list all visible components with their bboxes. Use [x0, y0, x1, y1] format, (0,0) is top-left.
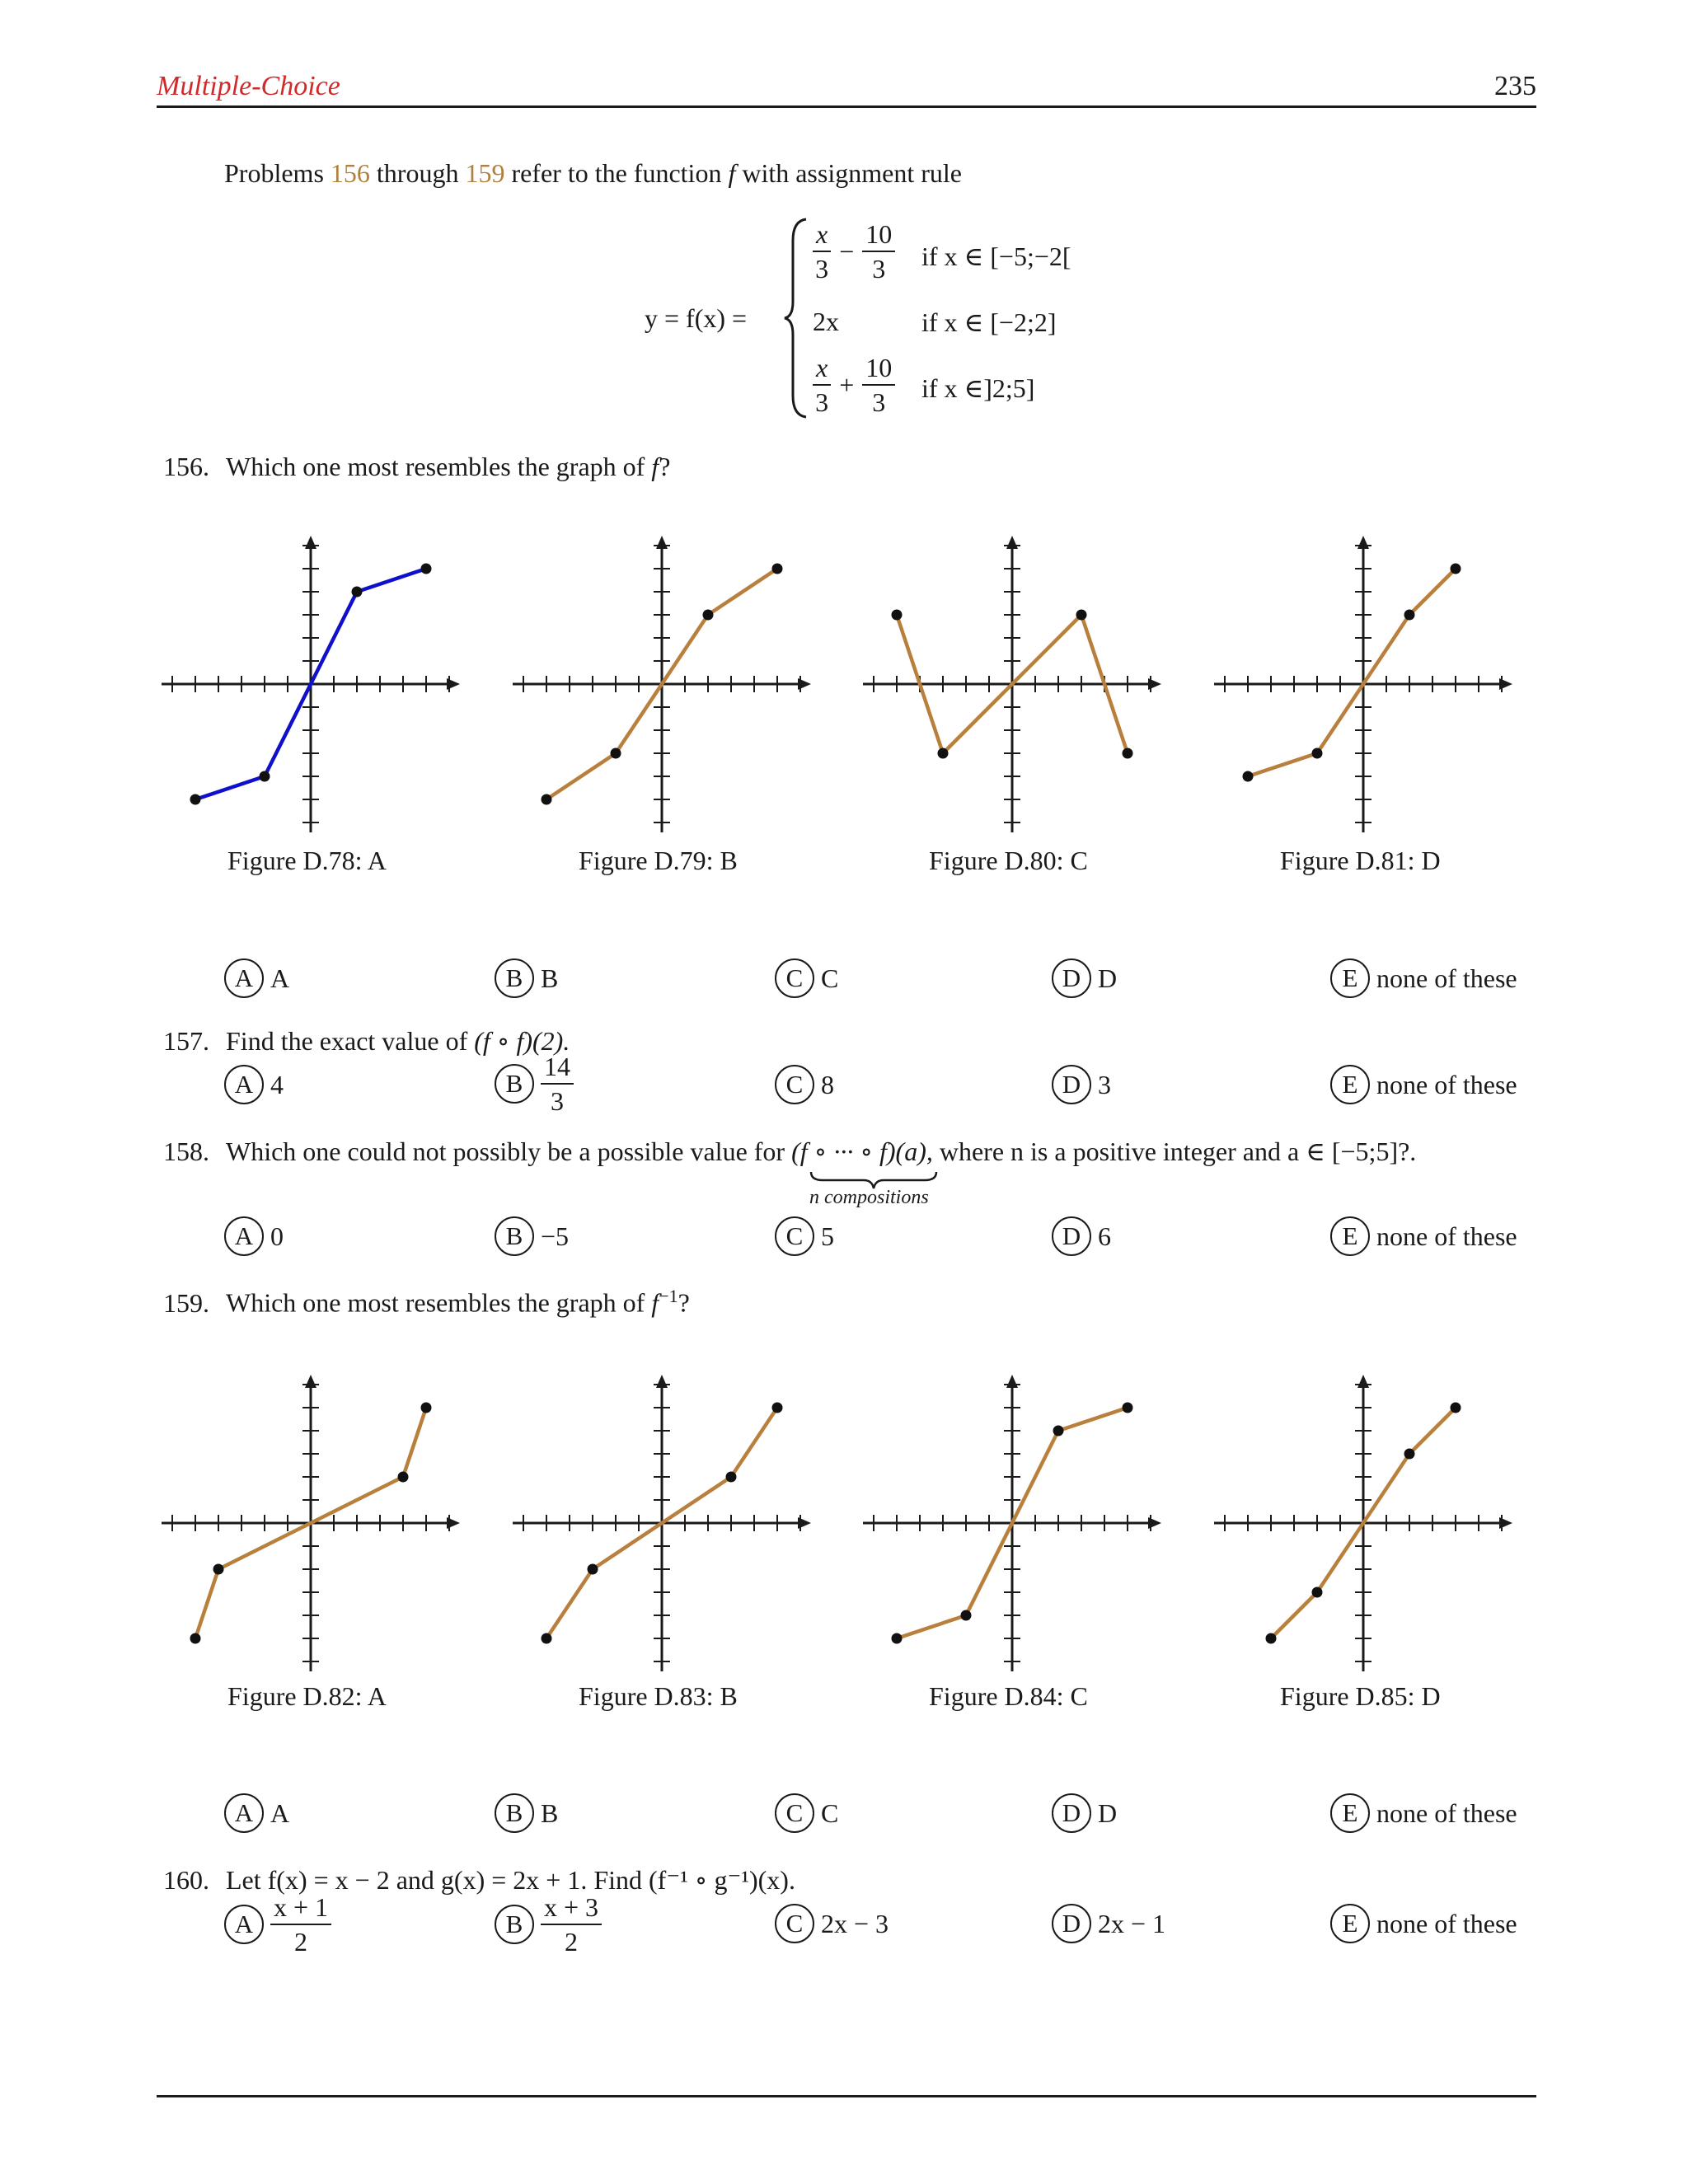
graph-point: [1123, 748, 1133, 759]
graph-point: [961, 1610, 972, 1621]
composition-expression: (f ∘ ··· ∘ f)(a),: [791, 1137, 933, 1166]
graph-point: [772, 564, 783, 574]
y-axis-arrow: [1006, 1375, 1018, 1388]
piece-2-expr: 2x: [813, 307, 839, 336]
graph-point: [1312, 1587, 1323, 1598]
graph-point: [352, 587, 363, 598]
q156-choice-b[interactable]: B B: [495, 958, 558, 998]
q159-choice-c[interactable]: C C: [775, 1793, 838, 1833]
q157-choice-d[interactable]: D 3: [1052, 1065, 1111, 1104]
ref-problem-156[interactable]: 156: [330, 158, 370, 188]
graph-point: [1451, 1403, 1461, 1413]
q157-choice-c[interactable]: C 8: [775, 1065, 834, 1104]
q159-choice-b[interactable]: B B: [495, 1793, 558, 1833]
caption-figure-d81: Figure D.81: D: [1280, 846, 1441, 875]
piece-3-condition: if x ∈]2;5]: [921, 373, 1035, 403]
graph-point: [1451, 564, 1461, 574]
header-rule: [157, 105, 1536, 108]
graph-figure-d82: [162, 1375, 460, 1671]
y-axis-arrow: [305, 536, 316, 549]
graph-point: [1404, 610, 1415, 621]
graph-point: [726, 1472, 737, 1483]
caption-figure-d78: Figure D.78: A: [227, 846, 387, 875]
graph-point: [542, 794, 552, 805]
graph-figure-d79: [513, 536, 811, 832]
graph-point: [703, 610, 714, 621]
piece-1-condition: if x ∈ [−5;−2[: [921, 241, 1071, 271]
q159-prompt: 159. Which one most resembles the graph of $f^{-1}$?: [163, 1286, 690, 1318]
intro-text: Problems 156 through 159 refer to the function f with assignment rule: [224, 158, 962, 188]
graph-point: [1266, 1633, 1277, 1644]
underbrace-label: n compositions: [809, 1187, 929, 1208]
graph-point: [421, 564, 432, 574]
piece-1-expr: $\frac{x}{3}$ − $\frac{10}{3}$: [813, 221, 895, 282]
piecewise-lhs: y = f(x) =: [645, 303, 748, 333]
graph-figure-d80: [863, 536, 1161, 832]
y-axis-arrow: [1357, 1375, 1369, 1388]
graph-point: [588, 1564, 598, 1575]
q160-choice-d[interactable]: D 2x − 1: [1052, 1904, 1165, 1943]
graph-point: [1312, 748, 1323, 759]
graph-curve: [1248, 569, 1456, 776]
q160-choice-b[interactable]: B $\frac{x + 3}{2}$: [495, 1894, 602, 1955]
graph-point: [542, 1633, 552, 1644]
graph-point: [260, 771, 270, 782]
q157-prompt: 157. Find the exact value of (f ∘ f)(2).: [163, 1026, 570, 1056]
q158-choice-c[interactable]: C 5: [775, 1216, 834, 1256]
y-axis-arrow: [656, 536, 668, 549]
q160-prompt: 160. Let f(x) = x − 2 and g(x) = 2x + 1. Find (f⁻¹ ∘ g⁻¹)(x).: [163, 1865, 795, 1895]
graph-point: [1243, 771, 1254, 782]
caption-figure-d79: Figure D.79: B: [579, 846, 738, 875]
y-axis-arrow: [656, 1375, 668, 1388]
piece-2-condition: if x ∈ [−2;2]: [921, 307, 1057, 337]
q157-choice-b[interactable]: B $\frac{14}{3}$: [495, 1053, 574, 1114]
q156-choice-a[interactable]: A A: [224, 958, 289, 998]
footer-rule: [157, 2095, 1536, 2097]
q156-choice-e[interactable]: E none of these: [1330, 958, 1517, 998]
graph-point: [892, 610, 903, 621]
graph-point: [1123, 1403, 1133, 1413]
section-title: Multiple-Choice: [157, 71, 340, 101]
graph-figure-d81: [1214, 536, 1512, 832]
q159-choice-e[interactable]: E none of these: [1330, 1793, 1517, 1833]
caption-figure-d85: Figure D.85: D: [1280, 1681, 1441, 1711]
graph-figure-d85: [1214, 1375, 1512, 1671]
q156-prompt: 156. Which one most resembles the graph of f?: [163, 452, 671, 481]
caption-figure-d83: Figure D.83: B: [579, 1681, 738, 1711]
q160-choice-c[interactable]: C 2x − 3: [775, 1904, 889, 1943]
y-axis-arrow: [305, 1375, 316, 1388]
y-axis-arrow: [1357, 536, 1369, 549]
q158-choice-e[interactable]: E none of these: [1330, 1216, 1517, 1256]
graph-point: [213, 1564, 224, 1575]
ref-problem-159[interactable]: 159: [465, 158, 505, 188]
caption-figure-d82: Figure D.82: A: [227, 1681, 387, 1711]
q159-choice-d[interactable]: D D: [1052, 1793, 1117, 1833]
graph-figure-d78: [162, 536, 460, 832]
q158-choice-a[interactable]: A 0: [224, 1216, 284, 1256]
q156-choice-c[interactable]: C C: [775, 958, 838, 998]
graph-point: [1404, 1449, 1415, 1460]
page-number: 235: [1494, 71, 1536, 101]
q157-choice-e[interactable]: E none of these: [1330, 1065, 1517, 1104]
piece-3-expr: $\frac{x}{3}$ + $\frac{10}{3}$: [813, 354, 895, 415]
piecewise-brace: [781, 216, 811, 420]
q158-choice-d[interactable]: D 6: [1052, 1216, 1111, 1256]
q158-prompt: 158. Which one could not possibly be a possible value for (f ∘ ··· ∘ f)(a), where n is a positive integer and a ∈ [−5;5]?.: [163, 1137, 1417, 1166]
graph-point: [1053, 1426, 1064, 1436]
q160-choice-e[interactable]: E none of these: [1330, 1904, 1517, 1943]
graph-figure-d83: [513, 1375, 811, 1671]
graph-point: [772, 1403, 783, 1413]
graph-point: [938, 748, 949, 759]
graph-point: [892, 1633, 903, 1644]
y-axis-arrow: [1006, 536, 1018, 549]
graph-point: [421, 1403, 432, 1413]
q157-choice-a[interactable]: A 4: [224, 1065, 284, 1104]
caption-figure-d84: Figure D.84: C: [929, 1681, 1088, 1711]
q159-choice-a[interactable]: A A: [224, 1793, 289, 1833]
graph-point: [398, 1472, 409, 1483]
graph-point: [190, 1633, 201, 1644]
q158-choice-b[interactable]: B −5: [495, 1216, 569, 1256]
graph-point: [1076, 610, 1087, 621]
q160-choice-a[interactable]: A $\frac{x + 1}{2}$: [224, 1894, 331, 1955]
graph-figure-d84: [863, 1375, 1161, 1671]
q156-choice-d[interactable]: D D: [1052, 958, 1117, 998]
caption-figure-d80: Figure D.80: C: [929, 846, 1088, 875]
graph-point: [190, 794, 201, 805]
graph-point: [611, 748, 621, 759]
